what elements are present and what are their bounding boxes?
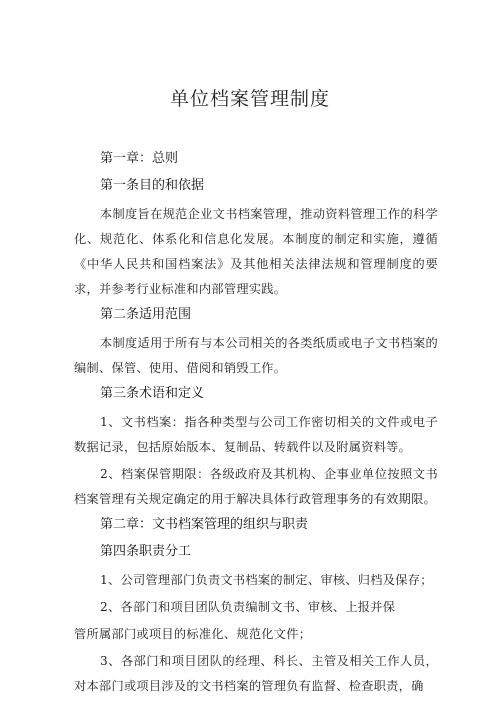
chapter-2-heading: 第二章：文书档案管理的组织与职责 [100,517,309,532]
duty-2-paragraph: 2、各部门和项目团队负责编制文书、审核、上报并保 [100,600,396,614]
chapter-1-heading: 第一章：总则 [100,151,179,166]
article-4-heading: 第四条职责分工 [100,544,192,559]
duty-3-paragraph: 3、各部门和项目团队的经理、科长、主管及相关工作人员，对本部门或项目涉及的文书档案的管理负有监督、检查职责，确 [74,654,438,693]
article-3-heading: 第三条术语和定义 [100,386,205,401]
article-1-heading: 第一条目的和依据 [100,178,205,193]
term-1-paragraph: 1、文书档案：指各种类型与公司工作密切相关的文件或电子数据记录，包括原始版本、复制品、转载件以及附属资料等。 [74,415,438,454]
article-2-heading: 第二条适用范围 [100,307,192,322]
article-2-paragraph: 本制度适用于所有与本公司相关的各类纸质或电子文书档案的编制、保管、使用、借阅和销毁工作。 [74,336,438,375]
document-title: 单位档案管理制度 [169,88,330,110]
duty-2-continuation: 管所属部门或项目的标准化、规范化文件； [74,627,312,641]
document-body [74,148,438,701]
article-1-paragraph: 本制度旨在规范企业文书档案管理，推动资料管理工作的科学化、规范化、体系化和信息化发展。本制度的制定和实施，遵循《中华人民共和国档案法》及其他相关法律法规和管理制度的要求，并参考行业标准和内部管理实践。 [74,207,438,296]
term-2-paragraph: 2、档案保管期限：各级政府及其机构、企事业单位按照文书档案管理有关规定确定的用于解决具体行政管理事务的有效期限。 [74,467,438,506]
duty-1-paragraph: 1、公司管理部门负责文书档案的制定、审核、归档及保存； [100,573,433,587]
